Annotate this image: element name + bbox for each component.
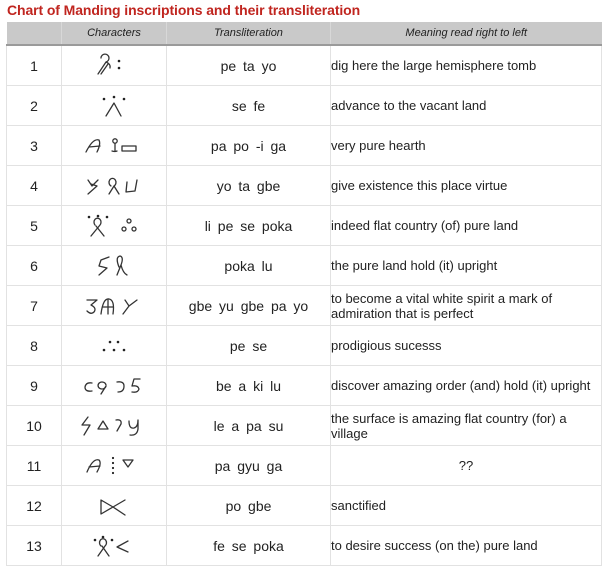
header-characters: Characters [62,22,167,45]
manding-glyph-4-icon [62,166,167,206]
manding-glyph-6-icon [62,246,167,286]
row-number: 6 [7,246,62,286]
manding-glyph-3-icon [62,126,167,166]
transliteration: le a pa su [167,406,331,446]
transliteration: gbe yu gbe pa yo [167,286,331,326]
transliteration: po gbe [167,486,331,526]
meaning: to desire success (on the) pure land [331,526,602,566]
manding-glyph-12-icon [62,486,167,526]
meaning: prodigious sucesss [331,326,602,366]
row-number: 4 [7,166,62,206]
meaning: ?? [331,446,602,486]
row-number: 13 [7,526,62,566]
table-row [7,446,602,486]
table-row [7,326,602,366]
row-number: 9 [7,366,62,406]
table-row [7,86,602,126]
row-number: 7 [7,286,62,326]
meaning: very pure hearth [331,126,602,166]
manding-glyph-13-icon [62,526,167,566]
manding-glyph-5-icon [62,206,167,246]
table-row [7,406,602,446]
row-number: 10 [7,406,62,446]
row-number: 1 [7,45,62,86]
meaning: indeed flat country (of) pure land [331,206,602,246]
transliteration: pa po -i ga [167,126,331,166]
row-number: 5 [7,206,62,246]
meaning: give existence this place virtue [331,166,602,206]
header-meaning: Meaning read right to left [331,22,602,45]
transliteration: pe ta yo [167,45,331,86]
header-number [7,22,62,45]
transliteration: pe se [167,326,331,366]
manding-glyph-8-icon [62,326,167,366]
meaning: sanctified [331,486,602,526]
header-transliteration: Transliteration [167,22,331,45]
transliteration: yo ta gbe [167,166,331,206]
transliteration: poka lu [167,246,331,286]
manding-glyph-1-icon [62,45,167,86]
table-header-row [7,22,602,45]
table-row [7,166,602,206]
meaning: the pure land hold (it) upright [331,246,602,286]
row-number: 11 [7,446,62,486]
meaning: the surface is amazing flat country (for) a village [331,406,602,446]
row-number: 3 [7,126,62,166]
transliteration: be a ki lu [167,366,331,406]
manding-glyph-9-icon [62,366,167,406]
meaning: advance to the vacant land [331,86,602,126]
manding-glyph-7-icon [62,286,167,326]
row-number: 12 [7,486,62,526]
table-row [7,526,602,566]
row-number: 2 [7,86,62,126]
meaning: to become a vital white spirit a mark of admiration that is perfect [331,286,602,326]
meaning: discover amazing order (and) hold (it) upright [331,366,602,406]
transliteration: pa gyu ga [167,446,331,486]
table-row [7,206,602,246]
table-row [7,45,602,86]
table-row [7,126,602,166]
meaning: dig here the large hemisphere tomb [331,45,602,86]
transliteration: se fe [167,86,331,126]
manding-glyph-2-icon [62,86,167,126]
transliteration: fe se poka [167,526,331,566]
table-row [7,246,602,286]
manding-glyph-10-icon [62,406,167,446]
table-row [7,286,602,326]
manding-glyph-11-icon [62,446,167,486]
transliteration: li pe se poka [167,206,331,246]
row-number: 8 [7,326,62,366]
table-row [7,486,602,526]
chart-title: Chart of Manding inscriptions and their transliteration [7,2,361,18]
inscriptions-table [6,22,602,566]
table-row [7,366,602,406]
